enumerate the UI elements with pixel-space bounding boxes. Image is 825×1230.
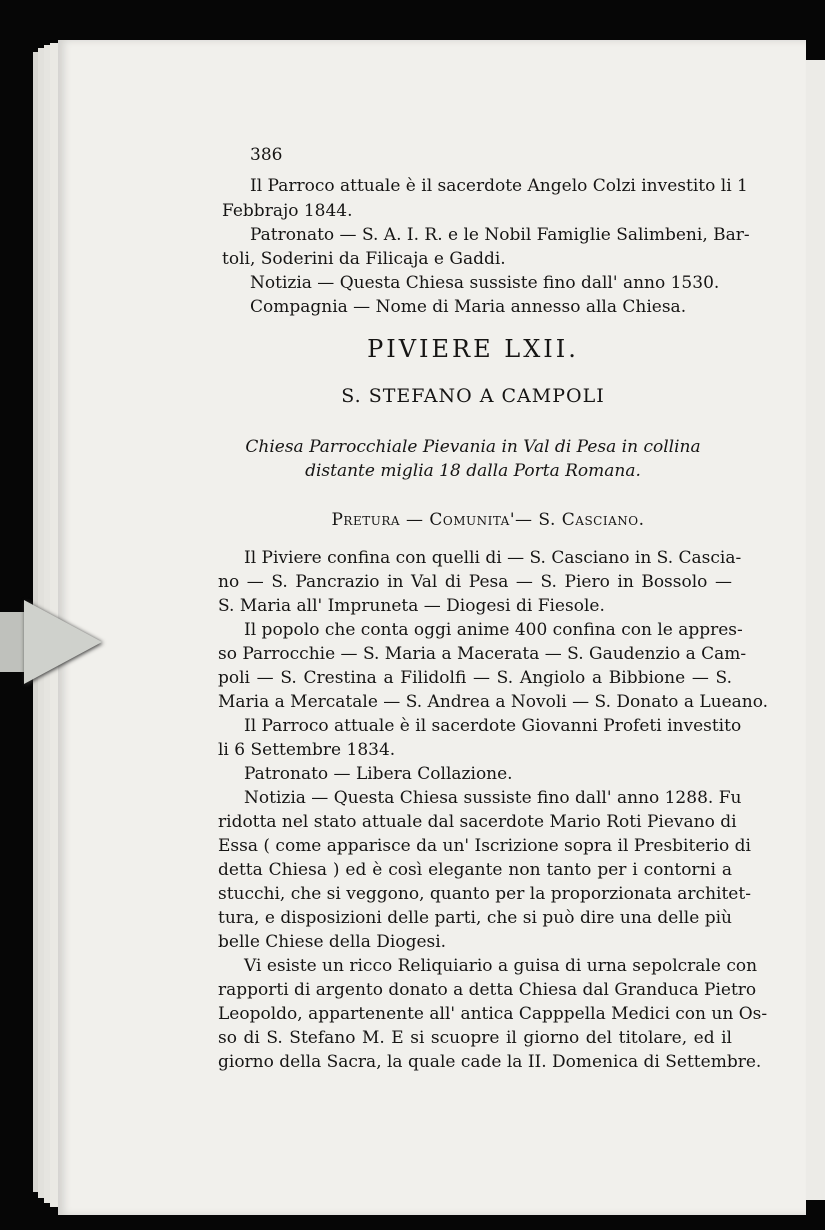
text-line: Il Piviere confina con quelli di — S. Casciano in S. Cascia-	[244, 548, 742, 568]
page-number: 386	[250, 145, 283, 165]
text-line: so Parrocchie — S. Maria a Macerata — S. Gaudenzio a Cam-	[218, 644, 747, 664]
text-line: Leopoldo, appartenente all' antica Capppella Medici con un Os-	[218, 1004, 768, 1024]
text-line: li 6 Settembre 1834.	[218, 740, 396, 760]
text-line: poli — S. Crestina a Filidolfi — S. Angiolo a Bibbione — S.	[218, 668, 732, 688]
jurisdiction-line: Pretura — Comunita'— S. Casciano.	[331, 510, 645, 530]
text-line: belle Chiese della Diogesi.	[218, 932, 447, 952]
section-subheading: S. STEFANO A CAMPOLI	[341, 385, 605, 407]
text-line: Il Parroco attuale è il sacerdote Angelo Colzi investito li 1	[250, 176, 748, 196]
text-line: no — S. Pancrazio in Val di Pesa — S. Piero in Bossolo —	[218, 572, 732, 592]
text-line: Compagnia — Nome di Maria annesso alla Chiesa.	[250, 297, 687, 317]
text-line: ridotta nel stato attuale dal sacerdote Mario Roti Pievano di	[218, 812, 737, 832]
text-line: toli, Soderini da Filicaja e Gaddi.	[222, 249, 506, 269]
description-line: Chiesa Parrocchiale Pievania in Val di Pesa in collina	[245, 437, 701, 457]
text-line: Febbrajo 1844.	[222, 201, 353, 221]
bookmark-tip	[24, 600, 102, 684]
text-line: Essa ( come apparisce da un' Iscrizione sopra il Presbiterio di	[218, 836, 751, 856]
book-page	[58, 40, 806, 1215]
text-line: stucchi, che si veggono, quanto per la proporzionata architet-	[218, 884, 751, 904]
text-line: Vi esiste un ricco Reliquiario a guisa di urna sepolcrale con	[244, 956, 758, 976]
text-line: Il Parroco attuale è il sacerdote Giovanni Profeti investito	[244, 716, 742, 736]
text-line: tura, e disposizioni delle parti, che si può dire una delle più	[218, 908, 732, 928]
description-line: distante miglia 18 dalla Porta Romana.	[305, 461, 641, 481]
text-line: detta Chiesa ) ed è così elegante non tanto per i contorni a	[218, 860, 732, 880]
text-line: so di S. Stefano M. E si scuopre il giorno del titolare, ed il	[218, 1028, 732, 1048]
text-line: Il popolo che conta oggi anime 400 confina con le appres-	[244, 620, 743, 640]
text-line: Patronato — S. A. I. R. e le Nobil Famiglie Salimbeni, Bar-	[250, 225, 750, 245]
text-line: Notizia — Questa Chiesa sussiste fino dall' anno 1530.	[250, 273, 720, 293]
text-line: Notizia — Questa Chiesa sussiste fino dall' anno 1288. Fu	[244, 788, 742, 808]
text-line: Maria a Mercatale — S. Andrea a Novoli — S. Donato a Lueano.	[218, 692, 769, 712]
text-line: S. Maria all' Impruneta — Diogesi di Fiesole.	[218, 596, 605, 616]
text-line: Patronato — Libera Collazione.	[244, 764, 513, 784]
section-heading: PIVIERE LXII.	[367, 335, 579, 363]
text-line: giorno della Sacra, la quale cade la II. Domenica di Settembre.	[218, 1052, 762, 1072]
text-line: rapporti di argento donato a detta Chiesa dal Granduca Pietro	[218, 980, 757, 1000]
